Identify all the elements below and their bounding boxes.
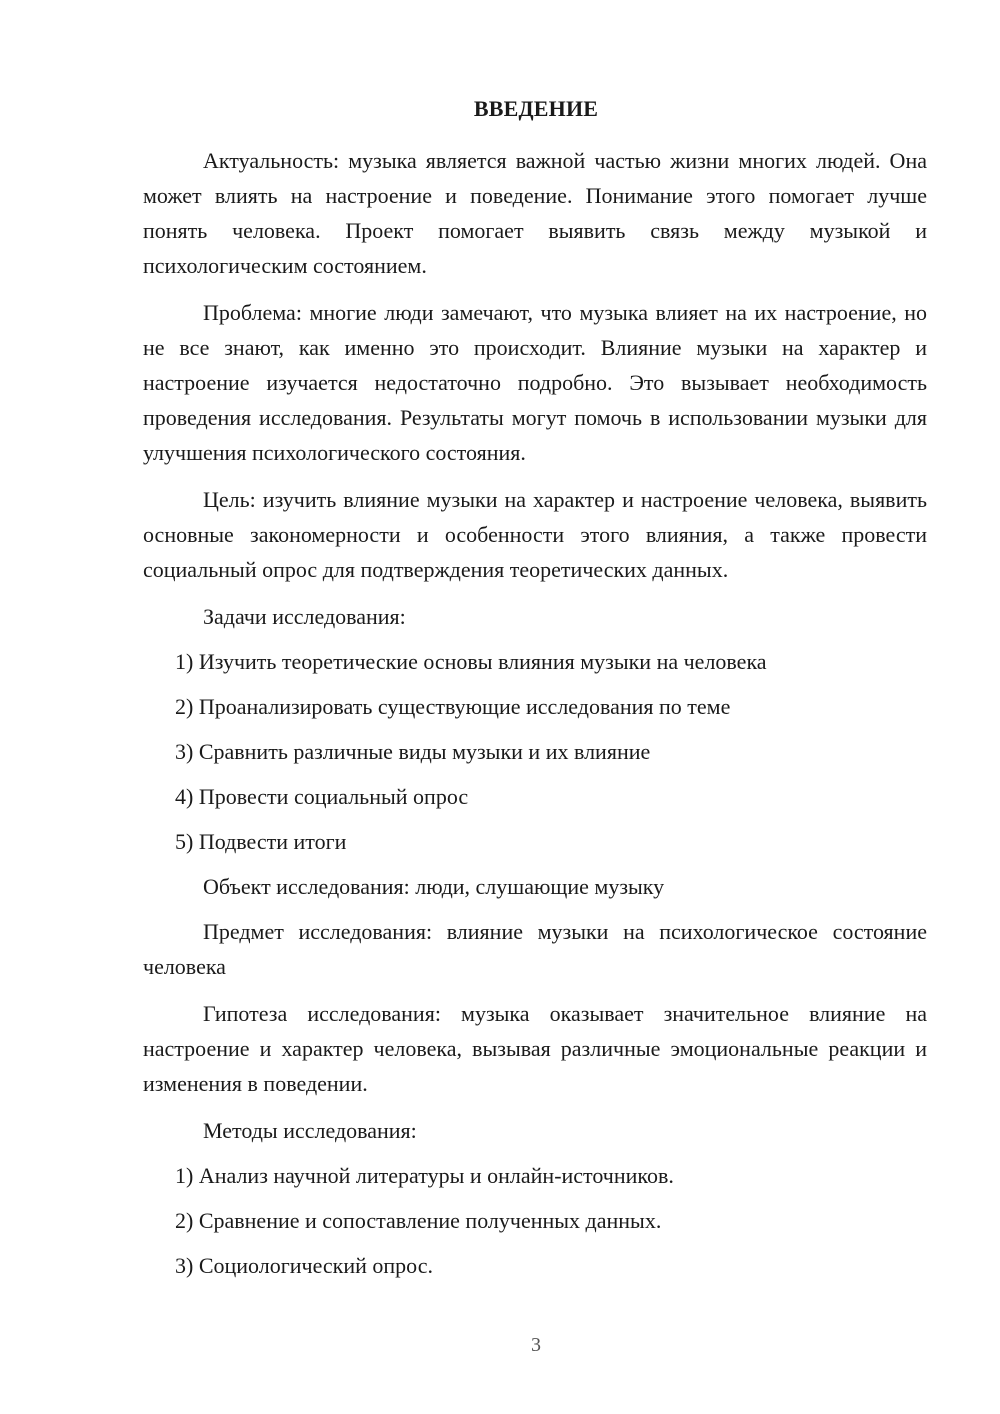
subject-paragraph: Предмет исследования: влияние музыки на психологическое состояние человека bbox=[143, 919, 927, 979]
tasks-heading: Задачи исследования: bbox=[203, 604, 406, 629]
task-item: 3) Сравнить различные виды музыки и их влияние bbox=[175, 739, 651, 764]
task-item: 5) Подвести итоги bbox=[175, 829, 347, 854]
task-item: 1) Изучить теоретические основы влияния музыки на человека bbox=[175, 649, 767, 674]
object-line: Объект исследования: люди, слушающие музыку bbox=[203, 874, 665, 899]
section-heading: ВВЕДЕНИЕ bbox=[473, 96, 599, 121]
problem-paragraph: Проблема: многие люди замечают, что музыка влияет на их настроение, но не все знают, как именно это происходит. Влияние музыки на характер и настроение изучается недостаточно подробно. Это вызывает необходимость проведения исследования. Результаты могут помочь в использовании музыки для улучшения психологического состояния. bbox=[143, 300, 927, 465]
method-item: 3) Социологический опрос. bbox=[175, 1253, 433, 1278]
methods-heading: Методы исследования: bbox=[203, 1118, 417, 1143]
relevance-paragraph: Актуальность: музыка является важной частью жизни многих людей. Она может влиять на настроение и поведение. Понимание этого помогает лучше понять человека. Проект помогает выявить связь между музыкой и психологическим состоянием. bbox=[143, 148, 927, 278]
method-item: 1) Анализ научной литературы и онлайн-источников. bbox=[175, 1163, 674, 1188]
method-item: 2) Сравнение и сопоставление полученных данных. bbox=[175, 1208, 662, 1233]
hypothesis-paragraph: Гипотеза исследования: музыка оказывает значительное влияние на настроение и характер человека, вызывая различные эмоциональные реакции и изменения в поведении. bbox=[143, 1001, 927, 1096]
introduction-body bbox=[143, 143, 927, 1293]
task-item: 4) Провести социальный опрос bbox=[175, 784, 469, 809]
page-number: 3 bbox=[531, 1334, 541, 1356]
task-item: 2) Проанализировать существующие исследования по теме bbox=[175, 694, 731, 719]
goal-paragraph: Цель: изучить влияние музыки на характер и настроение человека, выявить основные закономерности и особенности этого влияния, а также провести социальный опрос для подтверждения теоретических данных. bbox=[143, 487, 927, 582]
